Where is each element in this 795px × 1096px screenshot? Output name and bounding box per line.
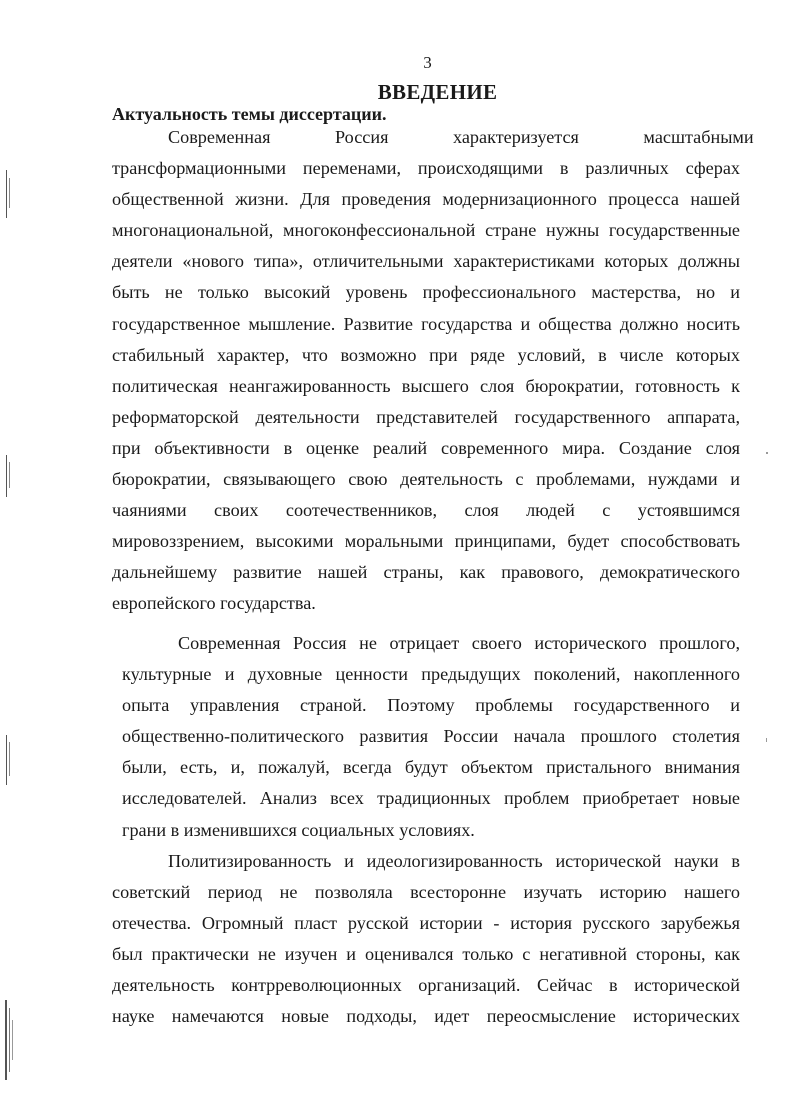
paragraph-line: общественно-политического развития России начала прошлого столетия [122, 726, 740, 747]
scan-artifact [6, 170, 7, 218]
paragraph-line: общественной жизни. Для проведения модернизационного процесса нашей [112, 189, 740, 210]
paragraph-line: быть не только высокий уровень профессионального мастерства, но и [112, 282, 740, 303]
scan-artifact [766, 738, 767, 742]
section-heading: ВВЕДЕНИЕ [377, 80, 498, 104]
paragraph-line: опыта управления страной. Поэтому проблемы государственного и [122, 695, 740, 716]
paragraph-line: культурные и духовные ценности предыдущих поколений, накопленного [122, 664, 740, 685]
paragraph-line: Современная Россия характеризуется масштабными [168, 127, 754, 147]
paragraph-line: государственное мышление. Развитие государства и общества должно носить [112, 313, 740, 334]
scan-artifact [9, 462, 10, 488]
paragraph-line: деятели «нового типа», отличительными характеристиками которых должны [112, 251, 740, 272]
paragraph-line: многонациональной, многоконфессиональной стране нужны государственные [112, 220, 740, 241]
paragraph-line: науке намечаются новые подходы, идет переосмысление исторических [112, 1006, 740, 1027]
paragraph-line: исследователей. Анализ всех традиционных проблем приобретает новые [122, 788, 740, 809]
scan-artifact [6, 455, 7, 497]
paragraph-2 [122, 628, 740, 846]
page-number: 3 [423, 53, 432, 72]
paragraph-line: европейского государства. [112, 593, 316, 614]
section-subheading: Актуальность темы диссертации. [112, 104, 387, 124]
scan-artifact [9, 178, 10, 208]
paragraph-line: деятельность контрреволюционных организаций. Сейчас в исторической [112, 975, 740, 996]
paragraph-line: были, есть, и, пожалуй, всегда будут объектом пристального внимания [122, 757, 740, 778]
scan-artifact [9, 742, 10, 776]
paragraph-line: реформаторской деятельности представителей государственного аппарата, [112, 406, 740, 427]
paragraph-line: стабильный характер, что возможно при ряде условий, в числе которых [112, 344, 740, 365]
paragraph-line: при объективности в оценке реалий современного мира. Создание слоя [112, 437, 740, 458]
scan-artifact [5, 1000, 7, 1080]
scan-artifact [12, 1020, 13, 1060]
paragraph-line: грани в изменившихся социальных условиях. [122, 819, 475, 840]
paragraph-line: политическая неангажированность высшего слоя бюрократии, готовность к [112, 375, 740, 396]
paragraph-line: бюрократии, связывающего свою деятельность с проблемами, нуждами и [112, 469, 740, 490]
scan-artifact [766, 452, 768, 454]
paragraph-line: мировоззрением, высокими моральными принципами, будет способствовать [112, 531, 740, 552]
paragraph-1 [112, 122, 754, 620]
paragraph-line: Политизированность и идеологизированность исторической науки в [168, 851, 740, 871]
paragraph-3 [112, 846, 740, 1033]
scan-artifact [6, 735, 7, 785]
paragraph-line: отечества. Огромный пласт русской истории - история русского зарубежья [112, 913, 740, 934]
paragraph-line: дальнейшему развитие нашей страны, как правового, демократического [112, 562, 740, 583]
paragraph-line: трансформационными переменами, происходящими в различных сферах [112, 158, 740, 179]
paragraph-line: Современная Россия не отрицает своего исторического прошлого, [178, 633, 740, 653]
scan-artifact [9, 1008, 10, 1072]
paragraph-line: чаяниями своих соотечественников, слоя людей с устоявшимся [112, 500, 740, 521]
paragraph-line: был практически не изучен и оценивался только с негативной стороны, как [112, 944, 740, 965]
paragraph-line: советский период не позволяла всесторонне изучать историю нашего [112, 882, 740, 903]
